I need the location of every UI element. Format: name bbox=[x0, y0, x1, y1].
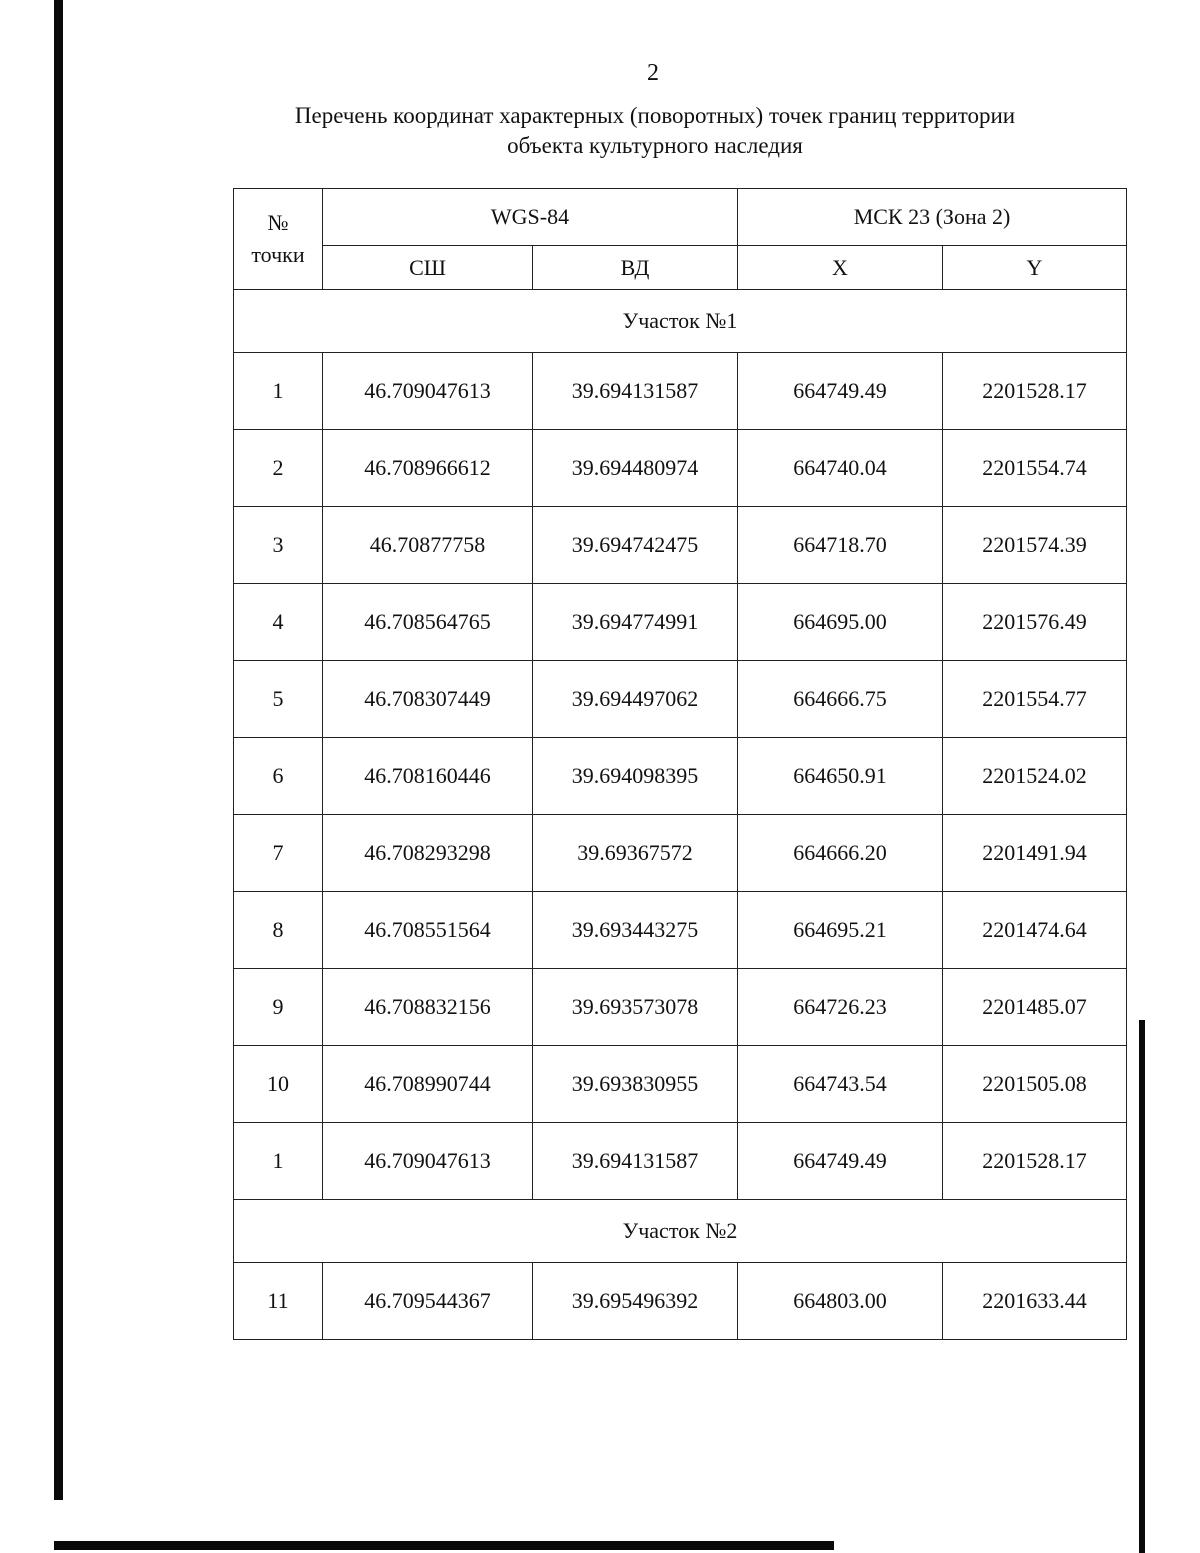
latitude-cell: 46.709047613 bbox=[323, 353, 533, 430]
scan-edge-left bbox=[54, 0, 63, 1500]
y-cell: 2201528.17 bbox=[943, 1123, 1127, 1200]
point-number-header-label: точки bbox=[251, 242, 305, 267]
latitude-cell: 46.708160446 bbox=[323, 738, 533, 815]
longitude-cell: 39.694480974 bbox=[533, 430, 738, 507]
title-line-2: объекта культурного наследия bbox=[507, 133, 803, 158]
table-row bbox=[234, 1123, 1127, 1200]
latitude-cell: 46.708966612 bbox=[323, 430, 533, 507]
latitude-cell: 46.708551564 bbox=[323, 892, 533, 969]
x-cell: 664695.21 bbox=[738, 892, 943, 969]
scan-mark bbox=[56, 1162, 58, 1198]
latitude-header: СШ bbox=[323, 246, 533, 290]
x-cell: 664666.75 bbox=[738, 661, 943, 738]
x-cell: 664743.54 bbox=[738, 1046, 943, 1123]
table-row bbox=[234, 1046, 1127, 1123]
table-header-row-1 bbox=[234, 189, 1127, 246]
table-row bbox=[234, 430, 1127, 507]
table-row bbox=[234, 661, 1127, 738]
longitude-cell: 39.694131587 bbox=[533, 353, 738, 430]
latitude-cell: 46.708564765 bbox=[323, 584, 533, 661]
table-row bbox=[234, 1263, 1127, 1340]
longitude-cell: 39.69367572 bbox=[533, 815, 738, 892]
page-number: 2 bbox=[647, 60, 659, 86]
point-number-header bbox=[234, 189, 323, 290]
scan-edge-right bbox=[1139, 1020, 1145, 1553]
table-row bbox=[234, 969, 1127, 1046]
longitude-header: ВД bbox=[533, 246, 738, 290]
y-cell: 2201633.44 bbox=[943, 1263, 1127, 1340]
x-cell: 664803.00 bbox=[738, 1263, 943, 1340]
latitude-cell: 46.709047613 bbox=[323, 1123, 533, 1200]
coordinates-table bbox=[233, 188, 1127, 1340]
point-number-cell: 3 bbox=[234, 507, 323, 584]
section-title: Участок №2 bbox=[234, 1200, 1127, 1263]
longitude-cell: 39.693573078 bbox=[533, 969, 738, 1046]
x-cell: 664726.23 bbox=[738, 969, 943, 1046]
x-cell: 664695.00 bbox=[738, 584, 943, 661]
y-cell: 2201574.39 bbox=[943, 507, 1127, 584]
longitude-cell: 39.694098395 bbox=[533, 738, 738, 815]
latitude-cell: 46.708293298 bbox=[323, 815, 533, 892]
y-cell: 2201576.49 bbox=[943, 584, 1127, 661]
point-number-cell: 7 bbox=[234, 815, 323, 892]
latitude-cell: 46.708307449 bbox=[323, 661, 533, 738]
y-cell: 2201474.64 bbox=[943, 892, 1127, 969]
point-number-cell: 8 bbox=[234, 892, 323, 969]
section-row bbox=[234, 1200, 1127, 1263]
latitude-cell: 46.70877758 bbox=[323, 507, 533, 584]
table-row bbox=[234, 353, 1127, 430]
x-cell: 664749.49 bbox=[738, 353, 943, 430]
wgs84-header: WGS-84 bbox=[323, 189, 738, 246]
longitude-cell: 39.694131587 bbox=[533, 1123, 738, 1200]
y-cell: 2201554.74 bbox=[943, 430, 1127, 507]
table-row bbox=[234, 892, 1127, 969]
x-cell: 664749.49 bbox=[738, 1123, 943, 1200]
table-header-row-2 bbox=[234, 246, 1127, 290]
y-header: Y bbox=[943, 246, 1127, 290]
latitude-cell: 46.708990744 bbox=[323, 1046, 533, 1123]
longitude-cell: 39.693830955 bbox=[533, 1046, 738, 1123]
section-row bbox=[234, 290, 1127, 353]
x-cell: 664650.91 bbox=[738, 738, 943, 815]
title-line-1: Перечень координат характерных (поворотных) точек границ территории bbox=[294, 103, 1016, 128]
point-number-cell: 11 bbox=[234, 1263, 323, 1340]
point-number-cell: 1 bbox=[234, 1123, 323, 1200]
table-row bbox=[234, 738, 1127, 815]
x-header: X bbox=[738, 246, 943, 290]
point-number-cell: 9 bbox=[234, 969, 323, 1046]
y-cell: 2201505.08 bbox=[943, 1046, 1127, 1123]
x-cell: 664666.20 bbox=[738, 815, 943, 892]
y-cell: 2201524.02 bbox=[943, 738, 1127, 815]
y-cell: 2201528.17 bbox=[943, 353, 1127, 430]
x-cell: 664740.04 bbox=[738, 430, 943, 507]
point-number-cell: 2 bbox=[234, 430, 323, 507]
table-row bbox=[234, 584, 1127, 661]
latitude-cell: 46.708832156 bbox=[323, 969, 533, 1046]
msk23-header: МСК 23 (Зона 2) bbox=[738, 189, 1127, 246]
y-cell: 2201485.07 bbox=[943, 969, 1127, 1046]
y-cell: 2201491.94 bbox=[943, 815, 1127, 892]
longitude-cell: 39.695496392 bbox=[533, 1263, 738, 1340]
point-number-header-symbol: № bbox=[267, 210, 289, 235]
point-number-cell: 4 bbox=[234, 584, 323, 661]
longitude-cell: 39.694497062 bbox=[533, 661, 738, 738]
longitude-cell: 39.693443275 bbox=[533, 892, 738, 969]
longitude-cell: 39.694774991 bbox=[533, 584, 738, 661]
point-number-cell: 6 bbox=[234, 738, 323, 815]
latitude-cell: 46.709544367 bbox=[323, 1263, 533, 1340]
table-row bbox=[234, 815, 1127, 892]
point-number-cell: 10 bbox=[234, 1046, 323, 1123]
y-cell: 2201554.77 bbox=[943, 661, 1127, 738]
scan-edge-bottom bbox=[54, 1541, 834, 1550]
document-title bbox=[230, 101, 1080, 161]
x-cell: 664718.70 bbox=[738, 507, 943, 584]
point-number-cell: 5 bbox=[234, 661, 323, 738]
section-title: Участок №1 bbox=[234, 290, 1127, 353]
longitude-cell: 39.694742475 bbox=[533, 507, 738, 584]
point-number-cell: 1 bbox=[234, 353, 323, 430]
table-row bbox=[234, 507, 1127, 584]
